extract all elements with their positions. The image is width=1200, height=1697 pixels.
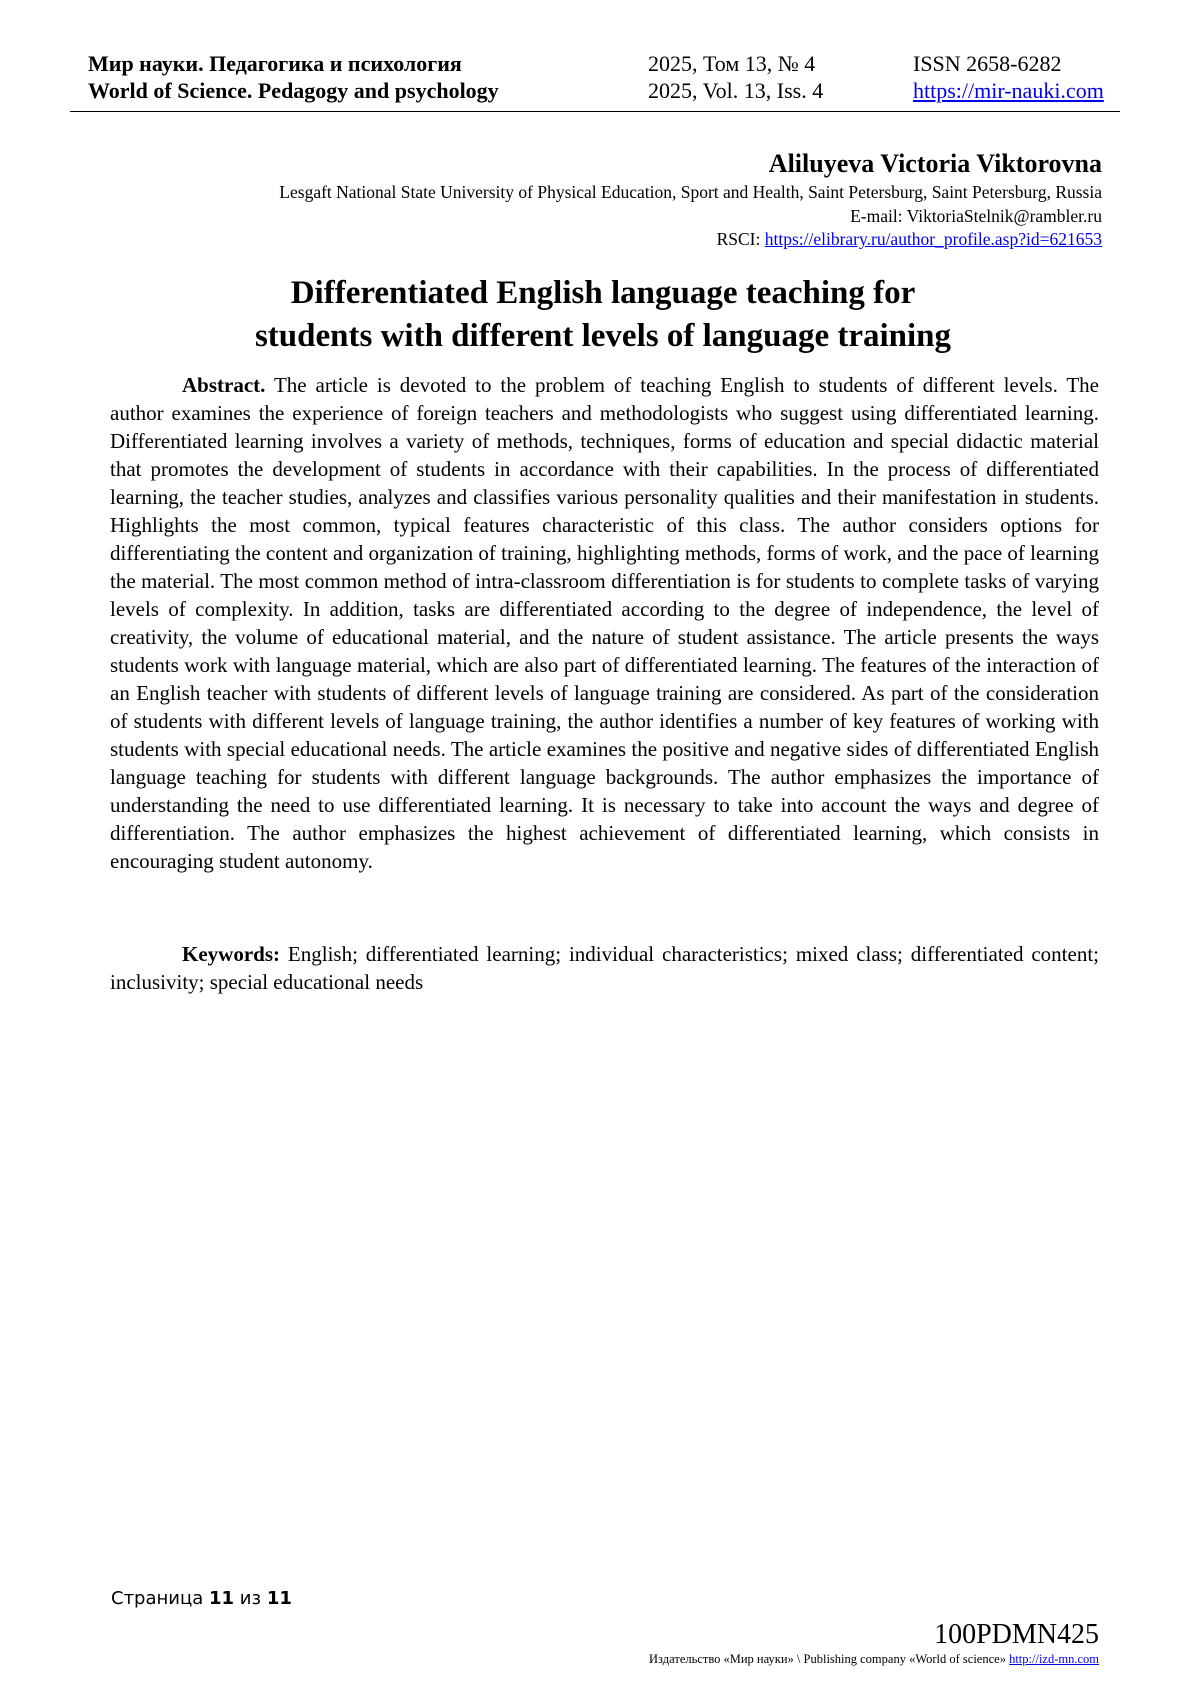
issue-info-en: 2025, Vol. 13, Iss. 4: [648, 78, 824, 103]
rsci-label: RSCI:: [716, 229, 765, 249]
title-line-1: Differentiated English language teaching for: [290, 275, 916, 311]
journal-header: [70, 50, 1120, 104]
publisher-text: Издательство «Мир науки» \ Publishing company «World of science»: [649, 1652, 1006, 1666]
page-current: 11: [209, 1588, 235, 1609]
publisher-link[interactable]: http://izd-mn.com: [1009, 1652, 1099, 1666]
author-affiliation: Lesgaft National State University of Physical Education, Sport and Health, Saint Petersburg, Saint Petersburg, Russia: [279, 182, 1102, 202]
keywords-paragraph: [110, 940, 1099, 996]
title-line-2: students with different levels of language training: [254, 318, 952, 354]
header-row-en: [70, 77, 1120, 104]
keywords-label: Keywords:: [182, 942, 280, 966]
author-email: E-mail: ViktoriaStelnik@rambler.ru: [850, 205, 1102, 226]
issn: ISSN 2658-6282: [913, 51, 1062, 76]
abstract-text: The article is devoted to the problem of teaching English to students of different levels. The author examines the experience of foreign teachers and methodologists who suggest using differentiated learning. Differentiated learning involves a variety of methods, techniques, forms of education and special didactic material that promotes the development of students in accordance with their capabilities. In the process of differentiated learning, the teacher studies, analyzes and classifies various personality qualities and their manifestation in students. Highlights the most common, typical features characteristic of this class. The author considers options for differentiating the content and organization of training, highlighting methods, forms of work, and the pace of learning the material. The most common method of intra-classroom differentiation is for students to complete tasks of varying levels of complexity. In addition, tasks are differentiated according to the degree of independence, the level of creativity, the volume of educational material, and the nature of student assistance. The article presents the ways students work with language material, which are also part of differentiated learning. The features of the interaction of an English teacher with students of different levels of language training are considered. As part of the consideration of students with different levels of language training, the author identifies a number of key features of working with students with special educational needs. The article examines the positive and negative sides of differentiated English language teaching for students with different language backgrounds. The author emphasizes the importance of understanding the need to use differentiated learning. It is necessary to take into account the ways and degree of differentiation. The author emphasizes the highest achievement of differentiated learning, which consists in encouraging student autonomy.: [110, 373, 1099, 873]
author-rsci: [102, 228, 1102, 252]
page-of: из: [239, 1588, 262, 1609]
rsci-profile-link[interactable]: https://elibrary.ru/author_profile.asp?id=621653: [764, 229, 1102, 249]
author-block: [102, 147, 1102, 252]
author-name: Aliluyeva Victoria Viktorovna: [768, 149, 1102, 178]
journal-name-ru: Мир науки. Педагогика и психология: [88, 51, 462, 76]
journal-name-en: World of Science. Pedagogy and psychology: [88, 78, 499, 103]
abstract-label: Abstract.: [182, 373, 266, 397]
article-title: [108, 272, 1098, 358]
issue-info-ru: 2025, Том 13, № 4: [648, 51, 816, 76]
page-prefix: Страница: [111, 1588, 204, 1609]
article-code: 100PDMN425: [934, 1619, 1099, 1650]
header-row-ru: [70, 50, 1120, 77]
publisher-line: [649, 1651, 1099, 1667]
page-total: 11: [266, 1588, 292, 1609]
journal-site-link[interactable]: https://mir-nauki.com: [913, 78, 1104, 103]
page-number: [111, 1587, 292, 1611]
header-divider: [70, 111, 1120, 112]
keywords-text: English; differentiated learning; individual characteristics; mixed class; differentiated content; inclusivity; special educational needs: [110, 942, 1100, 994]
abstract-paragraph: [110, 371, 1099, 875]
